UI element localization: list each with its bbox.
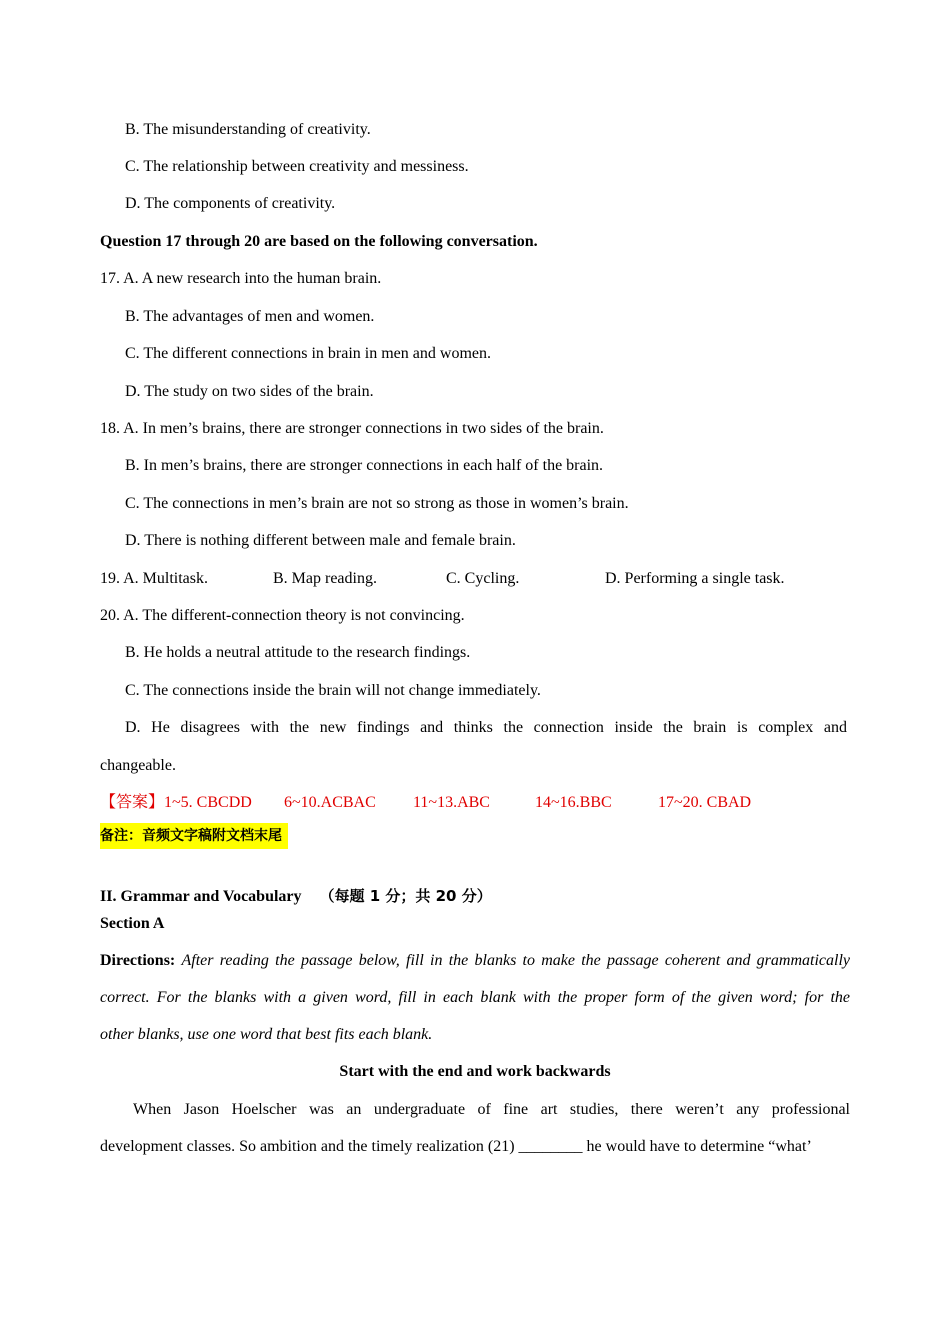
q18-option-a: 18. A. In men’s brains, there are stronger connections in two sides of the brain. <box>100 420 604 437</box>
q16-option-d: D. The components of creativity. <box>125 195 336 212</box>
q19-row <box>100 569 850 589</box>
q19-option-d: D. Performing a single task. <box>605 570 785 587</box>
section-score: （每题 1 分；共 20 分） <box>319 887 492 905</box>
passage-title: Start with the end and work backwards <box>339 1063 611 1080</box>
q16-option-b: B. The misunderstanding of creativity. <box>125 121 371 138</box>
section-title: II. Grammar and Vocabulary <box>100 888 302 905</box>
q17-option-a: 17. A. A new research into the human brain. <box>100 270 382 287</box>
directions-text-1: After reading the passage below, fill in the blanks to make the passage coherent and grammatically <box>181 952 851 969</box>
answers-11-13: 11~13.ABC <box>413 794 490 811</box>
directions-line-3: other blanks, use one word that best fits each blank. <box>100 1026 433 1043</box>
q20-option-c: C. The connections inside the brain will not change immediately. <box>125 682 541 699</box>
conversation-header: Question 17 through 20 are based on the following conversation. <box>100 233 538 250</box>
q17-option-c: C. The different connections in brain in men and women. <box>125 345 491 362</box>
directions-line-1 <box>100 951 850 971</box>
q18-option-c: C. The connections in men’s brain are not so strong as those in women’s brain. <box>125 495 629 512</box>
q17-option-b: B. The advantages of men and women. <box>125 308 375 325</box>
q17-option-d: D. The study on two sides of the brain. <box>125 383 374 400</box>
answer-key <box>100 793 850 813</box>
q19-option-a: 19. A. Multitask. <box>100 570 209 587</box>
answer-label <box>100 793 252 813</box>
answers-17-20: 17~20. CBAD <box>658 794 752 811</box>
q20-option-d-continued: changeable. <box>100 757 176 774</box>
q18-option-b: B. In men’s brains, there are stronger connections in each half of the brain. <box>125 457 604 474</box>
q16-option-c: C. The relationship between creativity and messiness. <box>125 158 469 175</box>
q18-option-d: D. There is nothing different between male and female brain. <box>125 532 516 549</box>
q19-option-b: B. Map reading. <box>273 570 377 587</box>
q20-option-a: 20. A. The different-connection theory is not convincing. <box>100 607 465 624</box>
section-heading <box>100 886 492 907</box>
q20-option-b: B. He holds a neutral attitude to the research findings. <box>125 644 471 661</box>
answers-14-16: 14~16.BBC <box>535 794 612 811</box>
passage-line-1: When Jason Hoelscher was an undergraduate of fine art studies, there weren’t any professional <box>133 1101 850 1118</box>
highlighted-note: 备注：音频文字稿附文档末尾 <box>100 823 288 849</box>
note-row <box>100 826 288 846</box>
directions-label: Directions: <box>100 952 176 969</box>
answer-label-text: 【答案】 <box>100 794 165 811</box>
answers-1-5: 1~5. CBCDD <box>164 794 252 811</box>
q19-option-c: C. Cycling. <box>446 570 520 587</box>
section-a-label: Section A <box>100 915 165 932</box>
answers-6-10: 6~10.ACBAC <box>284 794 376 811</box>
q20-option-d: D. He disagrees with the new findings and thinks the connection inside the brain is complex and <box>125 719 847 736</box>
passage-line-2: development classes. So ambition and the timely realization (21) ________ he would have to determine “what’ <box>100 1138 812 1155</box>
directions-line-2: correct. For the blanks with a given word, fill in each blank with the proper form of the given word; for the <box>100 989 850 1006</box>
